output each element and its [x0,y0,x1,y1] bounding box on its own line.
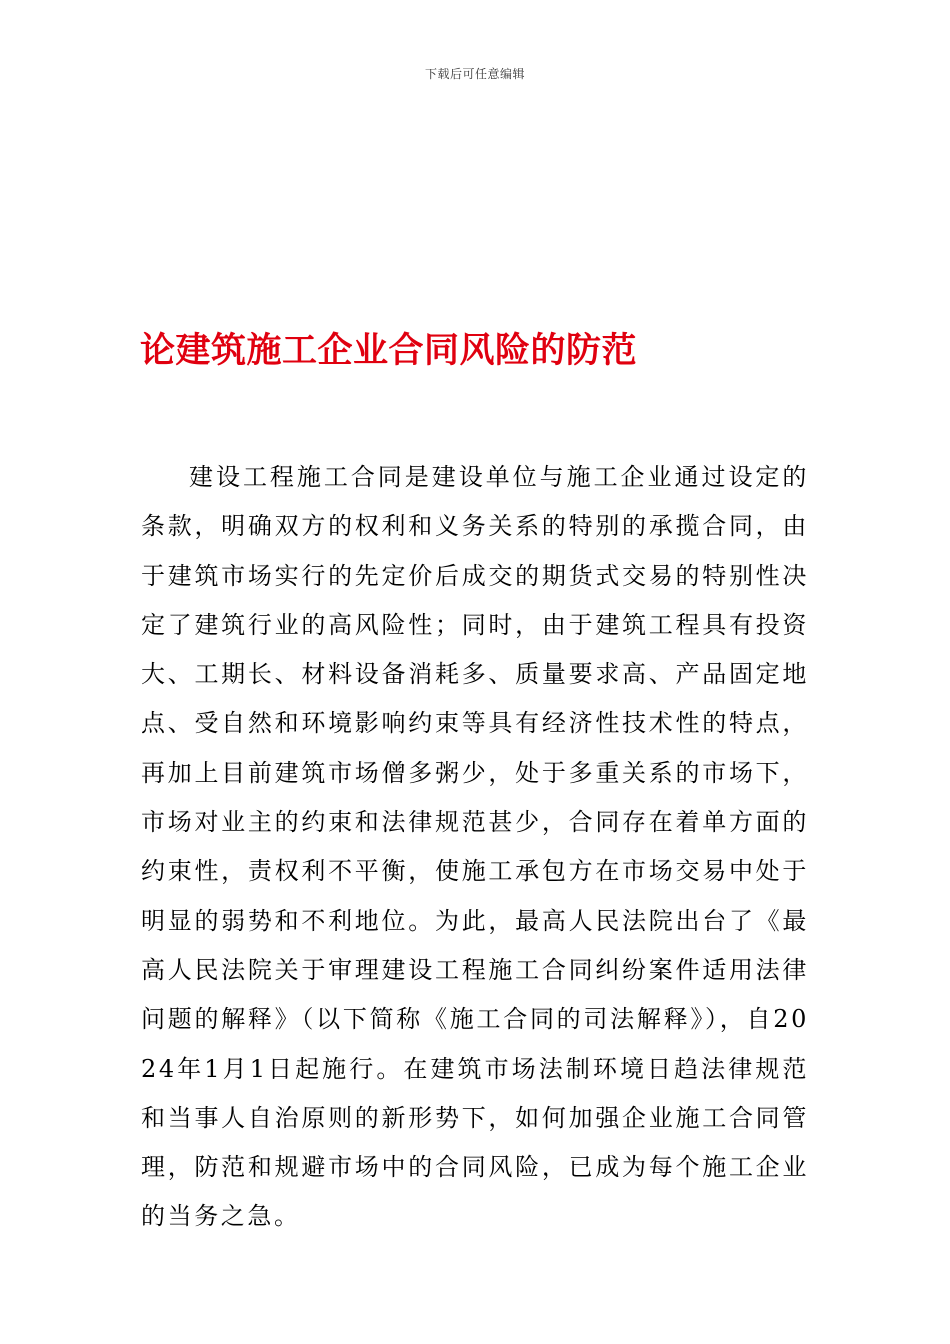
body-paragraph: 建设工程施工合同是建设单位与施工企业通过设定的条款，明确双方的权利和义务关系的特别的承揽合同，由于建筑市场实行的先定价后成交的期货式交易的特别性决定了建筑行业的高风险性；同时，由于建筑工程具有投资大、工期长、材料设备消耗多、质量要求高、产品固定地点、受自然和环境影响约束等具有经济性技术性的特点，再加上目前建筑市场僧多粥少，处于多重关系的市场下，市场对业主的约束和法律规范甚少，合同存在着单方面的约束性，责权利不平衡，使施工承包方在市场交易中处于明显的弱势和不利地位。为此，最高人民法院出台了《最高人民法院关于审理建设工程施工合同纠纷案件适用法律问题的解释》（以下简称《施工合同的司法解释》），自2024年1月1日起施行。在建筑市场法制环境日趋法律规范和当事人自治原则的新形势下，如何加强企业施工合同管理，防范和规避市场中的合同风险，已成为每个施工企业的当务之急。 [141,463,809,1231]
document-title: 论建筑施工企业合同风险的防范 [140,331,638,371]
page-header-note: 下载后可任意编辑 [424,67,525,81]
